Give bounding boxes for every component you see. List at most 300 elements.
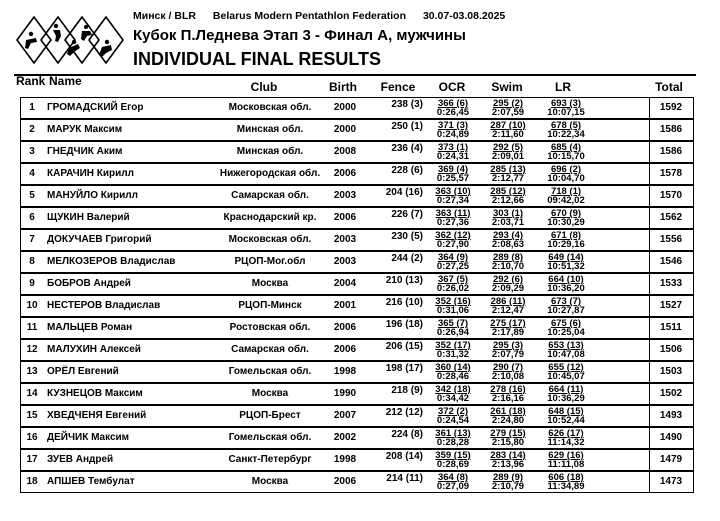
ocr-time: 0:26,45 — [436, 107, 470, 118]
birth-year: 1998 — [333, 366, 357, 377]
rank-cell: 16 — [26, 432, 38, 443]
athlete-name: КУЗНЕЦОВ Максим — [47, 388, 143, 399]
ocr-result — [429, 208, 477, 228]
swim-result — [484, 98, 532, 118]
ocr-points: 361 (13) — [435, 428, 471, 439]
lr-time: 10:25,04 — [547, 327, 585, 338]
table-row — [20, 207, 694, 229]
club-cell: РЦОП-Брест — [239, 410, 301, 421]
birth-year: 2007 — [333, 410, 357, 421]
total-divider — [649, 164, 650, 184]
table-row — [20, 119, 694, 141]
lr-points: 626 (17) — [548, 428, 584, 439]
rank-cell: 11 — [26, 322, 38, 333]
lr-result — [540, 406, 592, 426]
table-row — [20, 471, 694, 493]
ocr-points: 363 (11) — [435, 208, 471, 219]
club-cell: РЦОП-Мог.обл — [234, 256, 306, 267]
ocr-points: 342 (18) — [435, 384, 471, 395]
birth-year: 1990 — [333, 388, 357, 399]
swim-points: 287 (10) — [490, 120, 526, 131]
swim-time: 2:10,08 — [491, 371, 525, 382]
ocr-time: 0:24,54 — [436, 415, 470, 426]
ocr-result — [429, 384, 477, 404]
col-lr: LR — [555, 80, 571, 94]
birth-year: 2006 — [333, 322, 357, 333]
ocr-time: 0:26,94 — [436, 327, 470, 338]
lr-points: 675 (6) — [550, 318, 582, 329]
table-row — [20, 361, 694, 383]
ocr-result — [429, 318, 477, 338]
ocr-points: 362 (12) — [435, 230, 471, 241]
lr-result — [540, 142, 592, 162]
lr-points: 629 (16) — [548, 450, 584, 461]
swim-time: 2:08,63 — [491, 239, 525, 250]
total-points: 1503 — [659, 366, 683, 377]
total-divider — [649, 472, 650, 492]
swim-time: 2:09,01 — [491, 151, 525, 162]
rank-cell: 8 — [29, 256, 35, 267]
rank-cell: 4 — [29, 168, 35, 179]
ocr-points: 366 (6) — [437, 98, 469, 109]
total-divider — [649, 274, 650, 294]
total-divider — [649, 406, 650, 426]
swim-result — [484, 472, 532, 492]
fence-result: 198 (17) — [385, 363, 423, 374]
athlete-name: МАЛЬЦЕВ Роман — [47, 322, 133, 333]
lr-points: 664 (10) — [548, 274, 584, 285]
fence-result: 196 (18) — [385, 319, 423, 330]
total-points: 1578 — [659, 168, 683, 179]
table-row — [20, 163, 694, 185]
ocr-time: 0:27,09 — [436, 481, 470, 492]
table-row — [20, 339, 694, 361]
lr-points: 693 (3) — [550, 98, 582, 109]
table-row — [20, 449, 694, 471]
header-divider — [14, 74, 696, 76]
athlete-name: НЕСТЕРОВ Владислав — [47, 300, 161, 311]
birth-year: 2000 — [333, 102, 357, 113]
birth-year: 2006 — [333, 212, 357, 223]
athlete-name: МЕЛКОЗЕРОВ Владислав — [47, 256, 176, 267]
lr-points: 718 (1) — [550, 186, 582, 197]
lr-result — [540, 230, 592, 250]
lr-result — [540, 428, 592, 448]
ocr-points: 372 (2) — [437, 406, 469, 417]
ocr-result — [429, 362, 477, 382]
swim-result — [484, 384, 532, 404]
pentathlon-logo — [14, 12, 124, 68]
ocr-points: 352 (17) — [435, 340, 471, 351]
lr-result — [540, 120, 592, 140]
lr-time: 10:29,16 — [547, 239, 585, 250]
lr-result — [540, 164, 592, 184]
total-divider — [649, 208, 650, 228]
ocr-result — [429, 274, 477, 294]
total-points: 1570 — [659, 190, 683, 201]
event-location: Минск / BLR — [133, 10, 196, 22]
swim-time: 2:15,80 — [491, 437, 525, 448]
fence-result: 212 (12) — [385, 407, 423, 418]
total-points: 1479 — [659, 454, 683, 465]
swim-result — [484, 120, 532, 140]
fence-result: 206 (15) — [385, 341, 423, 352]
total-points: 1527 — [659, 300, 683, 311]
swim-points: 278 (16) — [490, 384, 526, 395]
lr-points: 664 (11) — [548, 384, 584, 395]
rank-cell: 6 — [29, 212, 35, 223]
rank-cell: 3 — [29, 146, 35, 157]
lr-time: 10:45,07 — [547, 371, 585, 382]
rank-cell: 14 — [26, 388, 38, 399]
col-ocr: OCR — [438, 80, 466, 94]
swim-points: 285 (12) — [490, 186, 526, 197]
total-divider — [649, 230, 650, 250]
lr-time: 10:04,70 — [547, 173, 585, 184]
athlete-name: ХВЕДЧЕНЯ Евгений — [47, 410, 147, 421]
club-cell: Гомельская обл. — [228, 432, 312, 443]
birth-year: 2003 — [333, 234, 357, 245]
ocr-result — [429, 186, 477, 206]
rank-cell: 5 — [29, 190, 35, 201]
swim-result — [484, 318, 532, 338]
col-name: Name — [49, 74, 82, 88]
total-points: 1533 — [659, 278, 683, 289]
rank-cell: 7 — [29, 234, 35, 245]
total-points: 1493 — [659, 410, 683, 421]
total-points: 1473 — [659, 476, 683, 487]
total-divider — [649, 318, 650, 338]
swim-time: 2:12,77 — [491, 173, 525, 184]
lr-points: 678 (5) — [550, 120, 582, 131]
fence-result: 230 (5) — [391, 231, 423, 242]
lr-points: 696 (2) — [550, 164, 582, 175]
ocr-points: 367 (5) — [437, 274, 469, 285]
swim-result — [484, 296, 532, 316]
ocr-time: 0:28,69 — [436, 459, 470, 470]
athlete-name: ГРОМАДСКИЙ Егор — [47, 102, 144, 113]
swim-points: 292 (6) — [492, 274, 524, 285]
table-row — [20, 97, 694, 119]
lr-time: 10:52,44 — [547, 415, 585, 426]
athlete-name: МАЛУХИН Алексей — [47, 344, 141, 355]
ocr-result — [429, 98, 477, 118]
ocr-time: 0:28,28 — [436, 437, 470, 448]
lr-result — [540, 340, 592, 360]
ocr-result — [429, 428, 477, 448]
col-swim: Swim — [491, 80, 523, 94]
lr-result — [540, 384, 592, 404]
swim-time: 2:24,80 — [491, 415, 525, 426]
ocr-result — [429, 120, 477, 140]
lr-points: 673 (7) — [550, 296, 582, 307]
lr-points: 653 (13) — [548, 340, 584, 351]
ocr-points: 364 (9) — [437, 252, 469, 263]
lr-time: 10:36,20 — [547, 283, 585, 294]
total-points: 1562 — [659, 212, 683, 223]
lr-time: 10:36,29 — [547, 393, 585, 404]
ocr-time: 0:27,25 — [436, 261, 470, 272]
swim-time: 2:07,79 — [491, 349, 525, 360]
ocr-points: 363 (10) — [435, 186, 471, 197]
swim-points: 261 (18) — [490, 406, 526, 417]
fence-result: 208 (14) — [385, 451, 423, 462]
lr-time: 10:07,15 — [547, 107, 585, 118]
col-total: Total — [655, 80, 683, 94]
lr-result — [540, 318, 592, 338]
total-divider — [649, 340, 650, 360]
swim-time: 2:13,96 — [491, 459, 525, 470]
fence-result: 238 (3) — [391, 99, 423, 110]
swim-time: 2:10,79 — [491, 481, 525, 492]
event-dates: 30.07-03.08.2025 — [422, 10, 506, 22]
table-row — [20, 141, 694, 163]
ocr-result — [429, 340, 477, 360]
ocr-points: 359 (15) — [435, 450, 471, 461]
rank-cell: 1 — [29, 102, 35, 113]
swim-result — [484, 164, 532, 184]
ocr-result — [429, 472, 477, 492]
ocr-time: 0:31,06 — [436, 305, 470, 316]
rank-cell: 2 — [29, 124, 35, 135]
lr-time: 11:11,08 — [547, 459, 585, 470]
rank-cell: 9 — [29, 278, 35, 289]
club-cell: Московская обл. — [228, 102, 312, 113]
swim-result — [484, 230, 532, 250]
swim-points: 303 (1) — [492, 208, 524, 219]
swim-points: 289 (8) — [492, 252, 524, 263]
club-cell: Московская обл. — [228, 234, 312, 245]
col-fence: Fence — [380, 80, 416, 94]
swim-points: 295 (3) — [492, 340, 524, 351]
ocr-result — [429, 164, 477, 184]
rank-cell: 12 — [26, 344, 38, 355]
rank-cell: 10 — [26, 300, 38, 311]
total-points: 1592 — [659, 102, 683, 113]
fence-result: 218 (9) — [391, 385, 423, 396]
table-row — [20, 383, 694, 405]
ocr-points: 360 (14) — [435, 362, 471, 373]
lr-points: 606 (18) — [548, 472, 584, 483]
fence-result: 250 (1) — [391, 121, 423, 132]
swim-points: 293 (4) — [492, 230, 524, 241]
athlete-name: ЩУКИН Валерий — [47, 212, 130, 223]
fence-result: 228 (6) — [391, 165, 423, 176]
lr-time: 10:51,32 — [547, 261, 585, 272]
lr-result — [540, 98, 592, 118]
club-cell: Москва — [251, 278, 289, 289]
ocr-result — [429, 252, 477, 272]
col-rank: Rank — [16, 74, 46, 88]
table-row — [20, 295, 694, 317]
swim-points: 290 (7) — [492, 362, 524, 373]
swim-result — [484, 428, 532, 448]
total-points: 1556 — [659, 234, 683, 245]
athlete-name: ДЕЙЧИК Максим — [47, 432, 130, 443]
total-divider — [649, 252, 650, 272]
swim-points: 285 (13) — [490, 164, 526, 175]
ocr-time: 0:31,32 — [436, 349, 470, 360]
ocr-time: 0:24,89 — [436, 129, 470, 140]
birth-year: 2002 — [333, 432, 357, 443]
total-divider — [649, 296, 650, 316]
lr-result — [540, 252, 592, 272]
birth-year: 2003 — [333, 190, 357, 201]
club-cell: Ростовская обл. — [229, 322, 311, 333]
fence-result: 214 (11) — [386, 473, 423, 484]
club-cell: Краснодарский кр. — [223, 212, 317, 223]
rank-cell: 17 — [26, 454, 38, 465]
rank-cell: 13 — [26, 366, 38, 377]
swim-points: 275 (17) — [490, 318, 526, 329]
swim-result — [484, 142, 532, 162]
club-cell: Санкт-Петербург — [228, 454, 312, 465]
total-divider — [649, 98, 650, 118]
swim-result — [484, 252, 532, 272]
swim-result — [484, 274, 532, 294]
swim-points: 283 (14) — [490, 450, 526, 461]
lr-time: 10:47,08 — [547, 349, 585, 360]
fence-result: 236 (4) — [391, 143, 423, 154]
total-points: 1490 — [659, 432, 683, 443]
birth-year: 2001 — [333, 300, 357, 311]
swim-time: 2:09,29 — [491, 283, 525, 294]
total-points: 1546 — [659, 256, 683, 267]
swim-time: 2:10,70 — [491, 261, 525, 272]
athlete-name: МАНУЙЛО Кирилл — [47, 190, 138, 201]
swim-result — [484, 362, 532, 382]
total-divider — [649, 362, 650, 382]
lr-points: 685 (4) — [550, 142, 582, 153]
birth-year: 2004 — [333, 278, 357, 289]
birth-year: 2008 — [333, 146, 357, 157]
ocr-time: 0:24,31 — [436, 151, 470, 162]
athlete-name: ЗУЕВ Андрей — [47, 454, 114, 465]
swim-time: 2:16,16 — [491, 393, 525, 404]
ocr-result — [429, 230, 477, 250]
athlete-name: ДОКУЧАЕВ Григорий — [47, 234, 152, 245]
swim-time: 2:11,60 — [492, 129, 524, 140]
table-row — [20, 405, 694, 427]
lr-result — [540, 296, 592, 316]
total-divider — [649, 186, 650, 206]
swim-result — [484, 186, 532, 206]
athlete-name: АПШЕВ Тембулат — [47, 476, 135, 487]
ocr-result — [429, 450, 477, 470]
swim-time: 2:03,71 — [491, 217, 525, 228]
birth-year: 2003 — [333, 256, 357, 267]
athlete-name: ГНЕДЧИК Аким — [47, 146, 123, 157]
lr-time: 11:14,32 — [547, 437, 585, 448]
total-points: 1502 — [659, 388, 683, 399]
birth-year: 2006 — [333, 344, 357, 355]
swim-result — [484, 406, 532, 426]
ocr-points: 365 (7) — [437, 318, 469, 329]
lr-time: 11:34,89 — [547, 481, 585, 492]
lr-time: 10:15,70 — [547, 151, 585, 162]
total-divider — [649, 384, 650, 404]
table-row — [20, 317, 694, 339]
fence-result: 210 (13) — [385, 275, 423, 286]
birth-year: 2006 — [333, 168, 357, 179]
lr-result — [540, 208, 592, 228]
swim-points: 295 (2) — [492, 98, 524, 109]
fence-result: 216 (10) — [385, 297, 423, 308]
ocr-time: 0:28,46 — [436, 371, 470, 382]
rank-cell: 18 — [26, 476, 38, 487]
club-cell: Нижегородская обл. — [219, 168, 321, 179]
total-points: 1586 — [659, 146, 683, 157]
lr-time: 09:42,02 — [547, 195, 585, 206]
swim-points: 292 (5) — [492, 142, 524, 153]
ocr-time: 0:27,36 — [436, 217, 470, 228]
total-divider — [649, 142, 650, 162]
ocr-result — [429, 142, 477, 162]
athlete-name: МАРУК Максим — [47, 124, 123, 135]
ocr-time: 0:27,34 — [436, 195, 470, 206]
col-birth: Birth — [329, 80, 357, 94]
swim-time: 2:12,66 — [491, 195, 525, 206]
lr-time: 10:22,34 — [547, 129, 585, 140]
competition-name: Кубок П.Леднева Этап 3 - Финал А, мужчины — [133, 27, 466, 44]
club-cell: Гомельская обл. — [228, 366, 312, 377]
club-cell: Самарская обл. — [231, 190, 309, 201]
lr-time: 10:30,29 — [547, 217, 585, 228]
lr-result — [540, 186, 592, 206]
swim-result — [484, 208, 532, 228]
birth-year: 2000 — [333, 124, 357, 135]
total-divider — [649, 450, 650, 470]
event-info — [133, 10, 519, 22]
fence-result: 204 (16) — [385, 187, 423, 198]
table-row — [20, 251, 694, 273]
ocr-points: 352 (16) — [435, 296, 471, 307]
ocr-points: 364 (8) — [437, 472, 469, 483]
swim-time: 2:17,89 — [491, 327, 525, 338]
total-points: 1506 — [659, 344, 683, 355]
ocr-points: 369 (4) — [437, 164, 469, 175]
swim-time: 2:07,59 — [491, 107, 525, 118]
club-cell: РЦОП-Минск — [238, 300, 302, 311]
ocr-points: 373 (1) — [437, 142, 469, 153]
swim-points: 289 (9) — [492, 472, 524, 483]
fence-result: 226 (7) — [391, 209, 423, 220]
athlete-name: КАРАЧИН Кирилл — [47, 168, 135, 179]
total-divider — [649, 428, 650, 448]
swim-points: 286 (11) — [490, 296, 526, 307]
fence-result: 244 (2) — [391, 253, 423, 264]
lr-result — [540, 450, 592, 470]
birth-year: 1998 — [333, 454, 357, 465]
ocr-result — [429, 406, 477, 426]
total-divider — [649, 120, 650, 140]
lr-result — [540, 362, 592, 382]
athlete-name: БОБРОВ Андрей — [47, 278, 131, 289]
club-cell: Самарская обл. — [231, 344, 309, 355]
federation-name: Belarus Modern Pentathlon Federation — [212, 10, 407, 22]
total-points: 1586 — [659, 124, 683, 135]
swim-points: 279 (15) — [490, 428, 526, 439]
ocr-time: 0:26,02 — [436, 283, 470, 294]
table-row — [20, 273, 694, 295]
table-row — [20, 427, 694, 449]
lr-points: 648 (15) — [548, 406, 584, 417]
page-title: INDIVIDUAL FINAL RESULTS — [133, 49, 382, 69]
ocr-points: 371 (3) — [437, 120, 469, 131]
athlete-name: ОРЁЛ Евгений — [47, 366, 119, 377]
ocr-time: 0:25,57 — [436, 173, 470, 184]
ocr-time: 0:34,42 — [436, 393, 470, 404]
